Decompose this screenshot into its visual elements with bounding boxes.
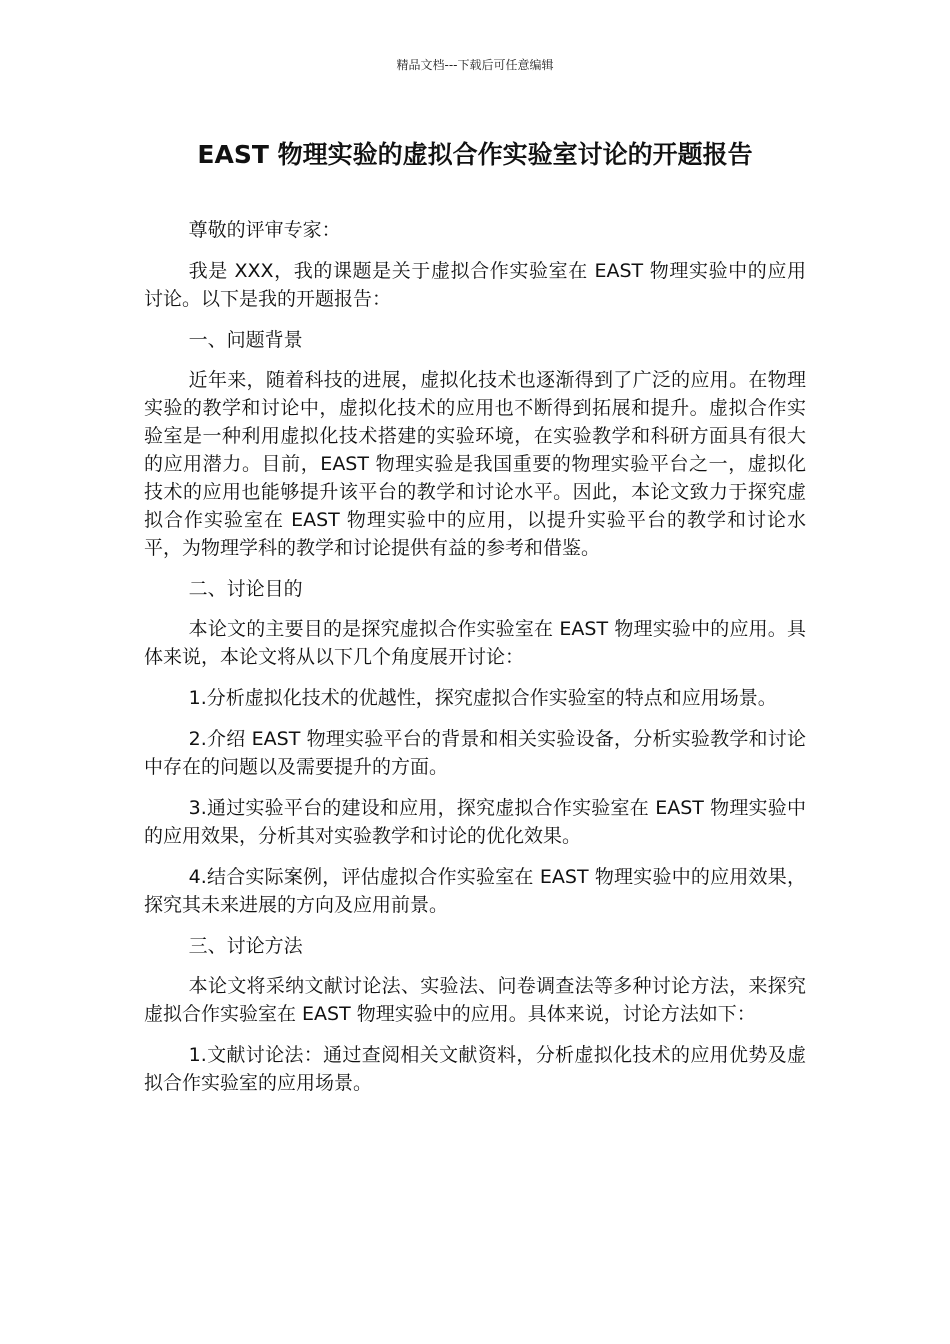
- document-title: EAST 物理实验的虚拟合作实验室讨论的开题报告: [197, 140, 753, 169]
- methods-item-1: 1.文献讨论法：通过查阅相关文献资料，分析虚拟化技术的应用优势及虚拟合作实验室的应用场景。: [144, 1044, 806, 1094]
- methods-paragraph: 本论文将采纳文献讨论法、实验法、问卷调查法等多种讨论方法，来探究虚拟合作实验室在 EAST 物理实验中的应用。具体来说，讨论方法如下：: [144, 975, 806, 1025]
- purpose-paragraph: 本论文的主要目的是探究虚拟合作实验室在 EAST 物理实验中的应用。具体来说，本论文将从以下几个角度展开讨论：: [144, 618, 806, 668]
- purpose-item-2: 2.介绍 EAST 物理实验平台的背景和相关实验设备，分析实验教学和讨论中存在的问题以及需要提升的方面。: [144, 728, 806, 778]
- purpose-item-3: 3.通过实验平台的建设和应用，探究虚拟合作实验室在 EAST 物理实验中的应用效果，分析其对实验教学和讨论的优化效果。: [144, 797, 806, 847]
- document-body: [144, 216, 806, 1110]
- background-paragraph: 近年来，随着科技的进展，虚拟化技术也逐渐得到了广泛的应用。在物理实验的教学和讨论中，虚拟化技术的应用也不断得到拓展和提升。虚拟合作实验室是一种利用虚拟化技术搭建的实验环境，在实验教学和科研方面具有很大的应用潜力。目前，EAST 物理实验是我国重要的物理实验平台之一，虚拟化技术的应用也能够提升该平台的教学和讨论水平。因此，本论文致力于探究虚拟合作实验室在 EAST 物理实验中的应用，以提升实验平台的教学和讨论水平，为物理学科的教学和讨论提供有益的参考和借鉴。: [144, 369, 806, 559]
- purpose-item-1: 1.分析虚拟化技术的优越性，探究虚拟合作实验室的特点和应用场景。: [188, 687, 777, 709]
- salutation: 尊敬的评审专家：: [188, 219, 341, 241]
- section-heading-background: 一、问题背景: [188, 329, 303, 351]
- section-heading-methods: 三、讨论方法: [188, 935, 303, 957]
- section-heading-purpose: 二、讨论目的: [188, 578, 303, 600]
- header-note: 精品文档---下载后可任意编辑: [396, 58, 554, 72]
- intro-paragraph: 我是 XXX，我的课题是关于虚拟合作实验室在 EAST 物理实验中的应用讨论。以下是我的开题报告：: [144, 260, 806, 310]
- purpose-item-4: 4.结合实际案例，评估虚拟合作实验室在 EAST 物理实验中的应用效果，探究其未来进展的方向及应用前景。: [144, 866, 806, 916]
